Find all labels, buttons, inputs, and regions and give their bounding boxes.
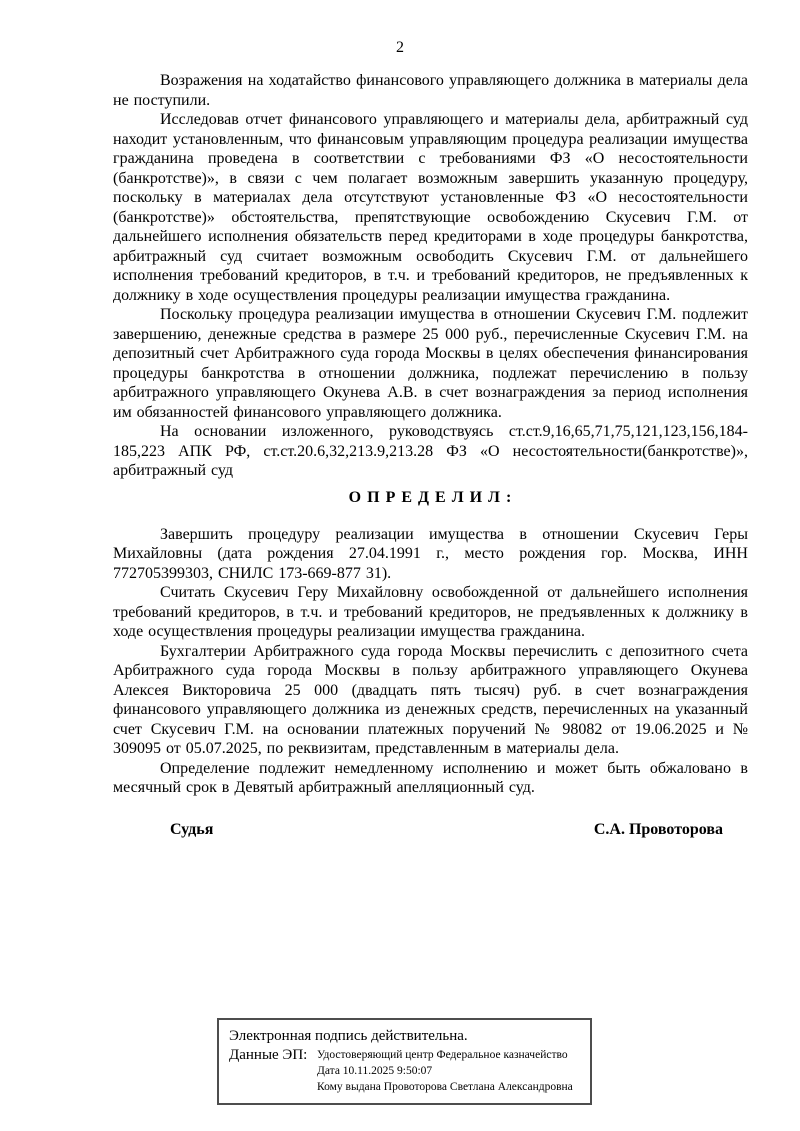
stamp-validity-text: Электронная подпись действительна. [229, 1028, 468, 1044]
esignature-stamp [217, 1018, 592, 1105]
stamp-detail-issued-to: Кому выдана Провоторова Светлана Александровна [317, 1081, 573, 1093]
ruling-paragraph-complete-procedure: Завершить процедуру реализации имущества в отношении Скусевич Геры Михайловны (дата рождения 27.04.1991 г., место рождения гор. Москва, ИНН 772705399303, СНИЛС 173-669-877 31). [113, 525, 748, 582]
signature-name: С.А. Провоторова [593, 820, 723, 838]
stamp-detail-date: Дата 10.11.2025 9:50:07 [317, 1065, 433, 1077]
stamp-detail-authority: Удостоверяющий центр Федеральное казначейство [317, 1049, 568, 1061]
stamp-data-label: Данные ЭП: [229, 1047, 308, 1063]
document-body [113, 71, 748, 839]
signature-row [113, 820, 748, 840]
stamp-details [317, 1047, 573, 1095]
paragraph-findings: Исследовав отчет финансового управляющего и материалы дела, арбитражный суд находит установленным, что финансовым управляющим процедура реализации имущества гражданина проведена в соответствии с требованиями ФЗ «О несостоятельности (банкротстве)», в связи с чем полагает возможным завершить указанную процедуру, поскольку в материалах дела отсутствуют установленные ФЗ «О несостоятельности (банкротстве)» обстоятельства, препятствующие освобождению Скусевич Г.М. от дальнейшего исполнения обязательств перед кредиторами в ходе процедуры банкротства, арбитражный суд считает возможным освободить Скусевич Г.М. от дальнейшего исполнения требований кредиторов, в т.ч. и требований кредиторов, не предъявленных к должнику в ходе осуществления процедуры реализации имущества гражданина. [113, 111, 748, 304]
stamp-data-row [229, 1047, 580, 1095]
page-number: 2 [396, 39, 404, 56]
paragraph-deposit-funds: Поскольку процедура реализации имущества в отношении Скусевич Г.М. подлежит завершению, денежные средства в размере 25 000 руб., перечисленные Скусевич Г.М. на депозитный счет Арбитражного суда города Москвы в целях обеспечения финансирования процедуры банкротства в отношении должника, подлежат перечислению в пользу арбитражного управляющего Окунева А.В. в счет вознаграждения за период исполнения им обязанностей финансового управляющего должника. [113, 306, 748, 421]
paragraph-objections: Возражения на ходатайство финансового управляющего должника в материалы дела не поступили. [113, 72, 748, 109]
ruling-heading: О П Р Е Д Е Л И Л : [348, 488, 513, 506]
paragraph-legal-basis: На основании изложенного, руководствуясь ст.ст.9,16,65,71,75,121,123,156,184-185,223 АПК РФ, ст.ст.20.6,32,213.9,213.28 ФЗ «О несостоятельности(банкротстве)», арбитражный суд [113, 423, 748, 479]
ruling-paragraph-appeal: Определение подлежит немедленному исполнению и может быть обжаловано в месячный срок в Девятый арбитражный апелляционный суд. [113, 759, 748, 796]
signature-role: Судья [170, 820, 214, 838]
ruling-paragraph-payment-order: Бухгалтерии Арбитражного суда города Москвы перечислить с депозитного счета Арбитражного суда города Москвы в пользу арбитражного управляющего Окунева Алексея Викторовича 25 000 (двадцать пять тысяч) руб. в счет вознаграждения финансового управляющего должника из денежных средств, перечисленных на указанный счет Скусевич Г.М. на основании платежных поручений № 98082 от 19.06.2025 и № 309095 от 05.07.2025, по реквизитам, представленным в материалы дела. [113, 642, 748, 757]
ruling-paragraph-release-debtor: Считать Скусевич Геру Михайловну освобожденной от дальнейшего исполнения требований кредиторов, в т.ч. и требований кредиторов, не предъявленных к должнику в ходе осуществления процедуры реализации имущества гражданина. [113, 584, 748, 640]
